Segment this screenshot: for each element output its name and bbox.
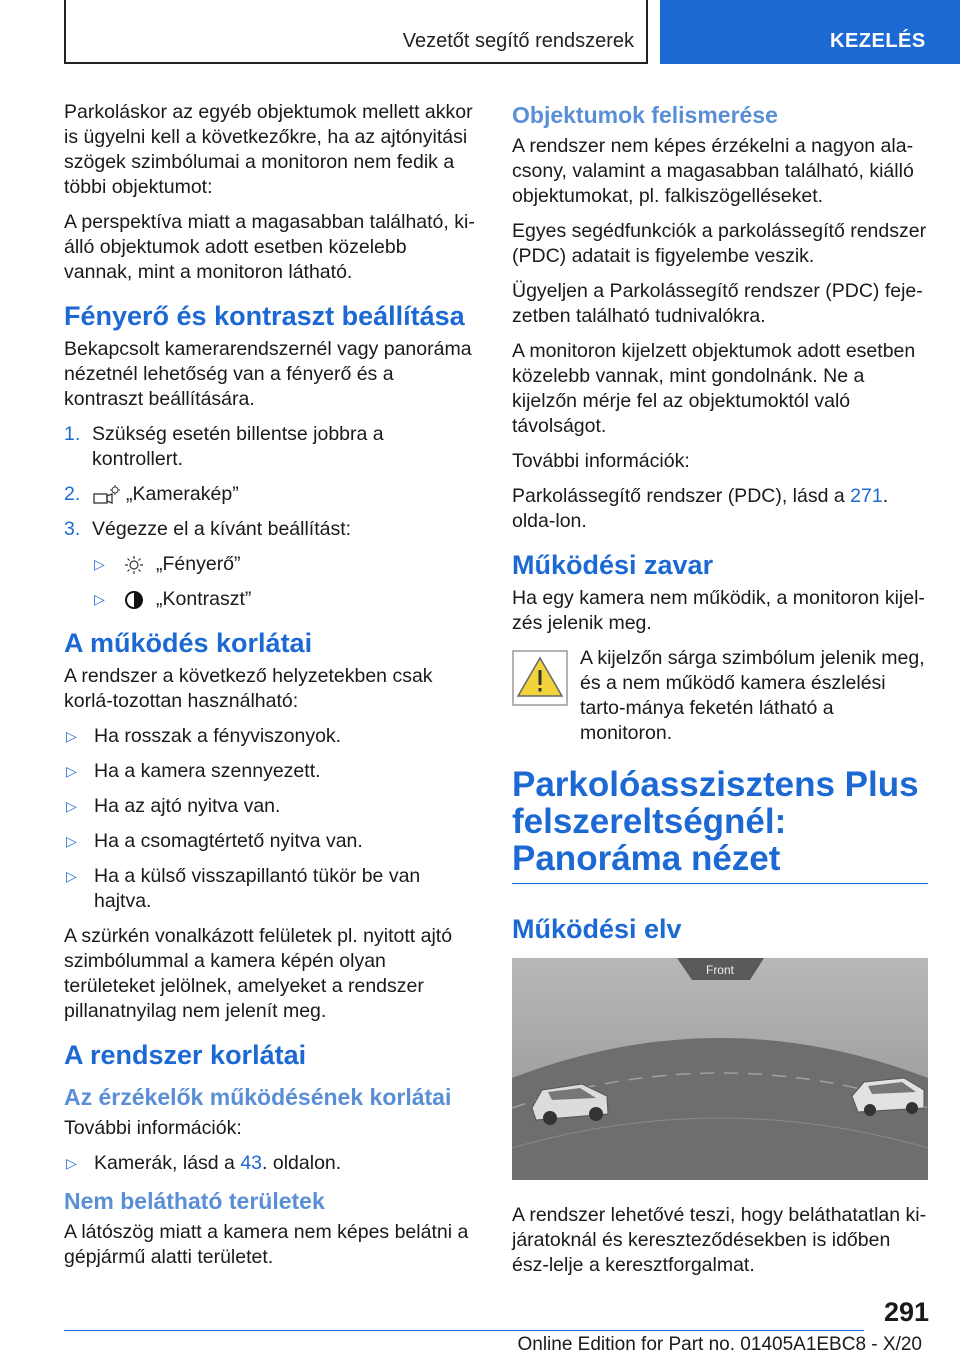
step-text: Végezze el a kívánt beállítást: (92, 518, 352, 540)
step-2 (64, 482, 478, 507)
objects-paragraph-1: A rendszer nem képes érzékelni a nagyon ala-csony, valamint a magasabban található, kiálló objektumokat, pl. falkiszögelléseket. (512, 135, 914, 207)
bullet-triangle: ▷ (66, 1155, 77, 1171)
principle-heading: Működési elv (512, 914, 682, 944)
step-text: „Kamerakép” (126, 483, 239, 505)
list-item-text: Ha a kamera szennyezett. (94, 760, 321, 782)
front-label: Front (705, 963, 735, 977)
objects-paragraph-5: További információk: (512, 450, 690, 472)
list-item (64, 759, 478, 784)
system-limits-heading: A rendszer korlátai (64, 1040, 307, 1070)
cameras-ref-prefix: Kamerák, lásd a (94, 1152, 241, 1174)
bullet-triangle: ▷ (66, 763, 77, 779)
pdc-ref-prefix: Parkolássegítő rendszer (PDC), lásd a (512, 485, 851, 507)
fault-heading: Működési zavar (512, 550, 714, 580)
sub-item-brightness (92, 552, 478, 577)
contrast-icon (122, 587, 156, 612)
list-item-text: Ha a csomagtértető nyitva van. (94, 830, 363, 852)
header-section-box (64, 0, 648, 64)
pdc-reference (512, 484, 928, 534)
limits-after-text: A szürkén vonalkázott felületek pl. nyitott ajtó szimbólummal a kamera képén olyan területeket jelölnek, amelyeket a rendszer pillanatnyilag nem jelenít meg. (64, 925, 453, 1022)
brightness-heading: Fényerő és kontraszt beállítása (64, 301, 465, 331)
cameras-ref-suffix: . oldalon. (262, 1152, 342, 1174)
panorama-heading: Parkolóasszisztens Plus felszereltségnél: Panoráma nézet (512, 765, 919, 878)
header-section-title: Vezetőt segítő rendszerek (402, 30, 634, 52)
warning-triangle-icon (512, 650, 568, 706)
heading-divider (512, 883, 928, 884)
panorama-view-image (512, 958, 928, 1180)
hidden-areas-heading: Nem belátható területek (64, 1188, 325, 1214)
left-column (64, 100, 478, 1280)
page-number: 291 (884, 1297, 930, 1327)
bullet-triangle: ▷ (66, 798, 77, 814)
bullet-triangle: ▷ (94, 556, 105, 572)
camera-icon (92, 482, 126, 507)
car-right (852, 1078, 924, 1116)
panorama-text: A rendszer lehetővé teszi, hogy beláthatatlan ki-járatoknál és kereszteződésekben is időben ész-lelje a keresztforgalmat. (512, 1204, 927, 1276)
warning-note (512, 646, 928, 746)
list-item-text: Ha rosszak a fényviszonyok. (94, 725, 342, 747)
limits-text: A rendszer a következő helyzetekben csak korlá-tozottan használható: (64, 665, 433, 712)
limits-heading: A működés korlátai (64, 628, 313, 658)
warning-text: A kijelzőn sárga szimbólum jelenik meg, és a nem működő kamera észlelési tarto-mánya feketén látható a monitoron. (580, 647, 925, 744)
list-item (64, 794, 478, 819)
step-1 (64, 422, 478, 472)
step-text: Szükség esetén billentse jobbra a kontrollert. (92, 423, 384, 470)
pdc-page-link[interactable]: 271 (850, 485, 883, 507)
bullet-triangle: ▷ (94, 591, 105, 607)
brightness-text: Bekapcsolt kamerarendszernél vagy panoráma nézetnél lehetőség van a fényerő és a kontraszt beállítására. (64, 338, 472, 410)
list-item-text: Ha a külső visszapillantó tükör be van hajtva. (94, 865, 421, 912)
bullet-triangle: ▷ (66, 868, 77, 884)
bullet-triangle: ▷ (66, 833, 77, 849)
sub-item-text: „Kontraszt” (156, 588, 252, 610)
footer-edition: Online Edition for Part no. 01405A1EBC8 - X/20 (517, 1334, 922, 1355)
sensor-limits-heading: Az érzékelők működésének korlátai (64, 1084, 452, 1110)
brightness-icon (122, 552, 156, 577)
list-item (64, 724, 478, 749)
step-number: 1. (64, 423, 81, 445)
header-chapter-tab (660, 0, 960, 64)
list-item-text: Ha az ajtó nyitva van. (94, 795, 281, 817)
footer-divider (64, 1330, 864, 1331)
step-number: 2. (64, 483, 81, 505)
bullet-triangle: ▷ (66, 728, 77, 744)
objects-paragraph-4: A monitoron kijelzett objektumok adott esetben közelebb vannak, mint gondolnánk. Ne a kijelzőn mérje fel az objektumoktól való távolságot. (512, 340, 916, 437)
sub-item-text: „Fényerő” (156, 553, 241, 575)
objects-paragraph-3: Ügyeljen a Parkolássegítő rendszer (PDC) feje-zetben található tudnivalókra. (512, 280, 923, 327)
objects-heading: Objektumok felismerése (512, 102, 778, 128)
pdc-ref-suffix: . olda-lon. (512, 485, 889, 532)
cameras-reference-text (94, 1151, 341, 1176)
hidden-areas-text: A látószög miatt a kamera nem képes belátni a gépjármű alatti területet. (64, 1221, 469, 1268)
header-chapter-title: KEZELÉS (830, 30, 926, 52)
step-number: 3. (64, 518, 81, 540)
list-item (64, 829, 478, 854)
fault-text: Ha egy kamera nem működik, a monitoron kijel-zés jelenik meg. (512, 587, 925, 634)
list-item (64, 864, 478, 914)
step-3 (64, 517, 478, 542)
sub-item-contrast (92, 587, 478, 612)
intro-paragraph-1: Parkoláskor az egyéb objektumok mellett akkor is ügyelni kell a következőkre, ha az ajtónyitási szögek szimbólumai a monitoron nem fedik a többi objektumot: (64, 101, 473, 198)
cameras-reference (64, 1151, 478, 1176)
right-column (512, 100, 928, 1288)
more-info-label: További információk: (64, 1117, 242, 1139)
intro-paragraph-2: A perspektíva miatt a magasabban található, ki-álló objektumok adott esetben közelebb vannak, mint a monitoron látható. (64, 211, 475, 283)
cameras-page-link[interactable]: 43 (240, 1152, 263, 1174)
objects-paragraph-2: Egyes segédfunkciók a parkolássegítő rendszer (PDC) adatait is figyelembe veszik. (512, 220, 927, 267)
